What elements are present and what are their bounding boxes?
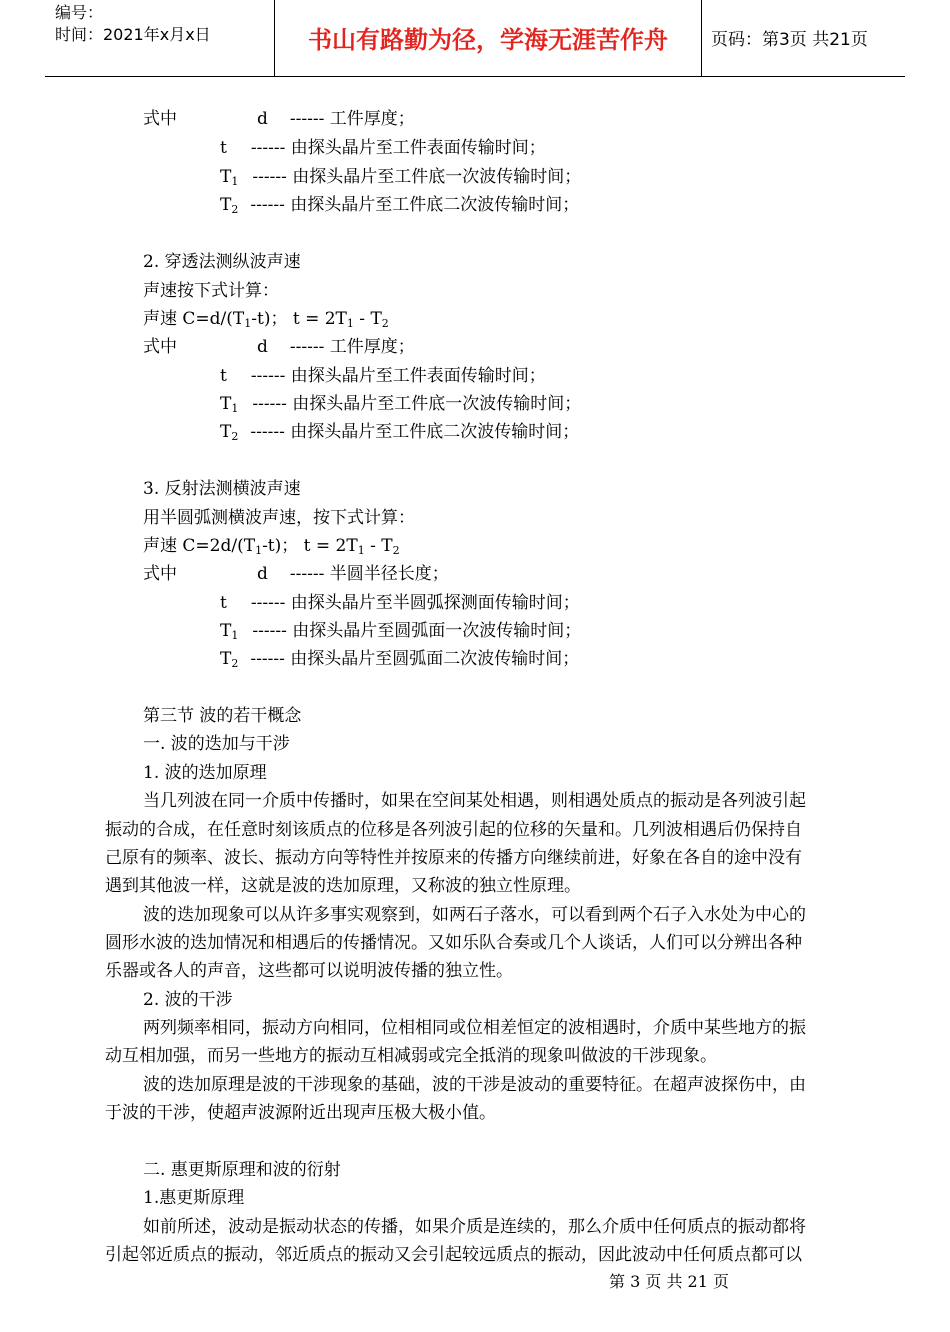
formula-legend-t1: $T_1$ ------ 由探头晶片至工件底一次波传输时间； [220, 167, 582, 188]
paragraph-line: 圆形水波的迭加情况和相遇后的传播情况。又如乐队合奏或几个人谈话，人们可以分辨出各种 [105, 933, 802, 953]
sub-heading: 2. 波的干涉 [143, 990, 233, 1010]
paragraph-line: 乐器或各人的声音，这些都可以说明波传播的独立性。 [105, 961, 513, 981]
paragraph-line: 当几列波在同一介质中传播时，如果在空间某处相遇，则相遇处质点的振动是各列波引起 [143, 791, 806, 811]
paragraph-line: 动互相加强，而另一些地方的振动互相减弱或完全抵消的现象叫做波的干涉现象。 [105, 1046, 717, 1066]
header-meta [55, 2, 211, 46]
part-heading: 一. 波的迭加与干涉 [143, 734, 290, 754]
formula-legend-d: 式中 d ------ 工件厚度； [143, 109, 415, 129]
section-heading: 2. 穿透法测纵波声速 [143, 252, 301, 272]
formula-legend-t1: $T_1$ ------ 由探头晶片至工件底一次波传输时间； [220, 394, 582, 415]
paragraph-line: 波的迭加原理是波的干涉现象的基础，波的干涉是波动的重要特征。在超声波探伤中，由 [143, 1075, 806, 1095]
formula-legend-t: t ------ 由探头晶片至工件表面传输时间； [220, 138, 546, 158]
header-page-info: 页码：第3页 共21页 [711, 30, 868, 50]
paragraph-line: 振动的合成，在任意时刻该质点的位移是各列波引起的位移的矢量和。几列波相遇后仍保持自 [105, 820, 802, 840]
section-heading: 3. 反射法测横波声速 [143, 479, 301, 499]
formula-legend-d: 式中 d ------ 半圆半径长度； [143, 564, 449, 584]
chapter-title: 第三节 波的若干概念 [143, 706, 302, 726]
date-line: 时间：2021年x月x日 [55, 25, 211, 44]
page-footer: 第 3 页 共 21 页 [609, 1272, 729, 1291]
formula-legend-t: t ------ 由探头晶片至半圆弧探测面传输时间； [220, 593, 580, 613]
paragraph-line: 两列频率相同，振动方向相同，位相相同或位相差恒定的波相遇时，介质中某些地方的振 [143, 1018, 806, 1038]
header-divider [701, 0, 702, 76]
section-intro: 用半圆弧测横波声速，按下式计算： [143, 508, 415, 528]
paragraph-line: 波的迭加现象可以从许多事实观察到，如两石子落水，可以看到两个石子入水处为中心的 [143, 905, 806, 925]
sub-heading: 1.惠更斯原理 [143, 1188, 245, 1208]
paragraph-line: 遇到其他波一样，这就是波的迭加原理，又称波的独立性原理。 [105, 876, 581, 896]
formula-legend-d: 式中 d ------ 工件厚度； [143, 337, 415, 357]
paragraph-line: 己原有的频率、波长、振动方向等特性并按原来的传播方向继续前进，好象在各自的途中没有 [105, 848, 802, 868]
formula: 声速 $C=2d/(T_1-t)$； $t = 2T_1 - T_2$ [143, 536, 400, 557]
number-label: 编号： [55, 3, 104, 22]
page-header [45, 0, 905, 77]
header-motto: 书山有路勤为径，学海无涯苦作舟 [308, 26, 668, 54]
formula-legend-t2: $T_2$ ------ 由探头晶片至工件底二次波传输时间； [220, 422, 580, 443]
paragraph-line: 于波的干涉，使超声波源附近出现声压极大极小值。 [105, 1103, 496, 1123]
paragraph-line: 引起邻近质点的振动，邻近质点的振动又会引起较远质点的振动，因此波动中任何质点都可以 [105, 1245, 802, 1265]
sub-heading: 1. 波的迭加原理 [143, 763, 267, 783]
formula-legend-t2: $T_2$ ------ 由探头晶片至圆弧面二次波传输时间； [220, 649, 580, 670]
section-intro: 声速按下式计算： [143, 281, 279, 301]
formula-legend-t: t ------ 由探头晶片至工件表面传输时间； [220, 366, 546, 386]
formula-legend-t1: $T_1$ ------ 由探头晶片至圆弧面一次波传输时间； [220, 621, 582, 642]
part-heading: 二. 惠更斯原理和波的衍射 [143, 1160, 341, 1180]
formula: 声速 $C=d/(T_1-t)$； $t = 2T_1 - T_2$ [143, 309, 389, 330]
formula-legend-t2: $T_2$ ------ 由探头晶片至工件底二次波传输时间； [220, 195, 580, 216]
paragraph-line: 如前所述，波动是振动状态的传播，如果介质是连续的，那么介质中任何质点的振动都将 [143, 1217, 806, 1237]
